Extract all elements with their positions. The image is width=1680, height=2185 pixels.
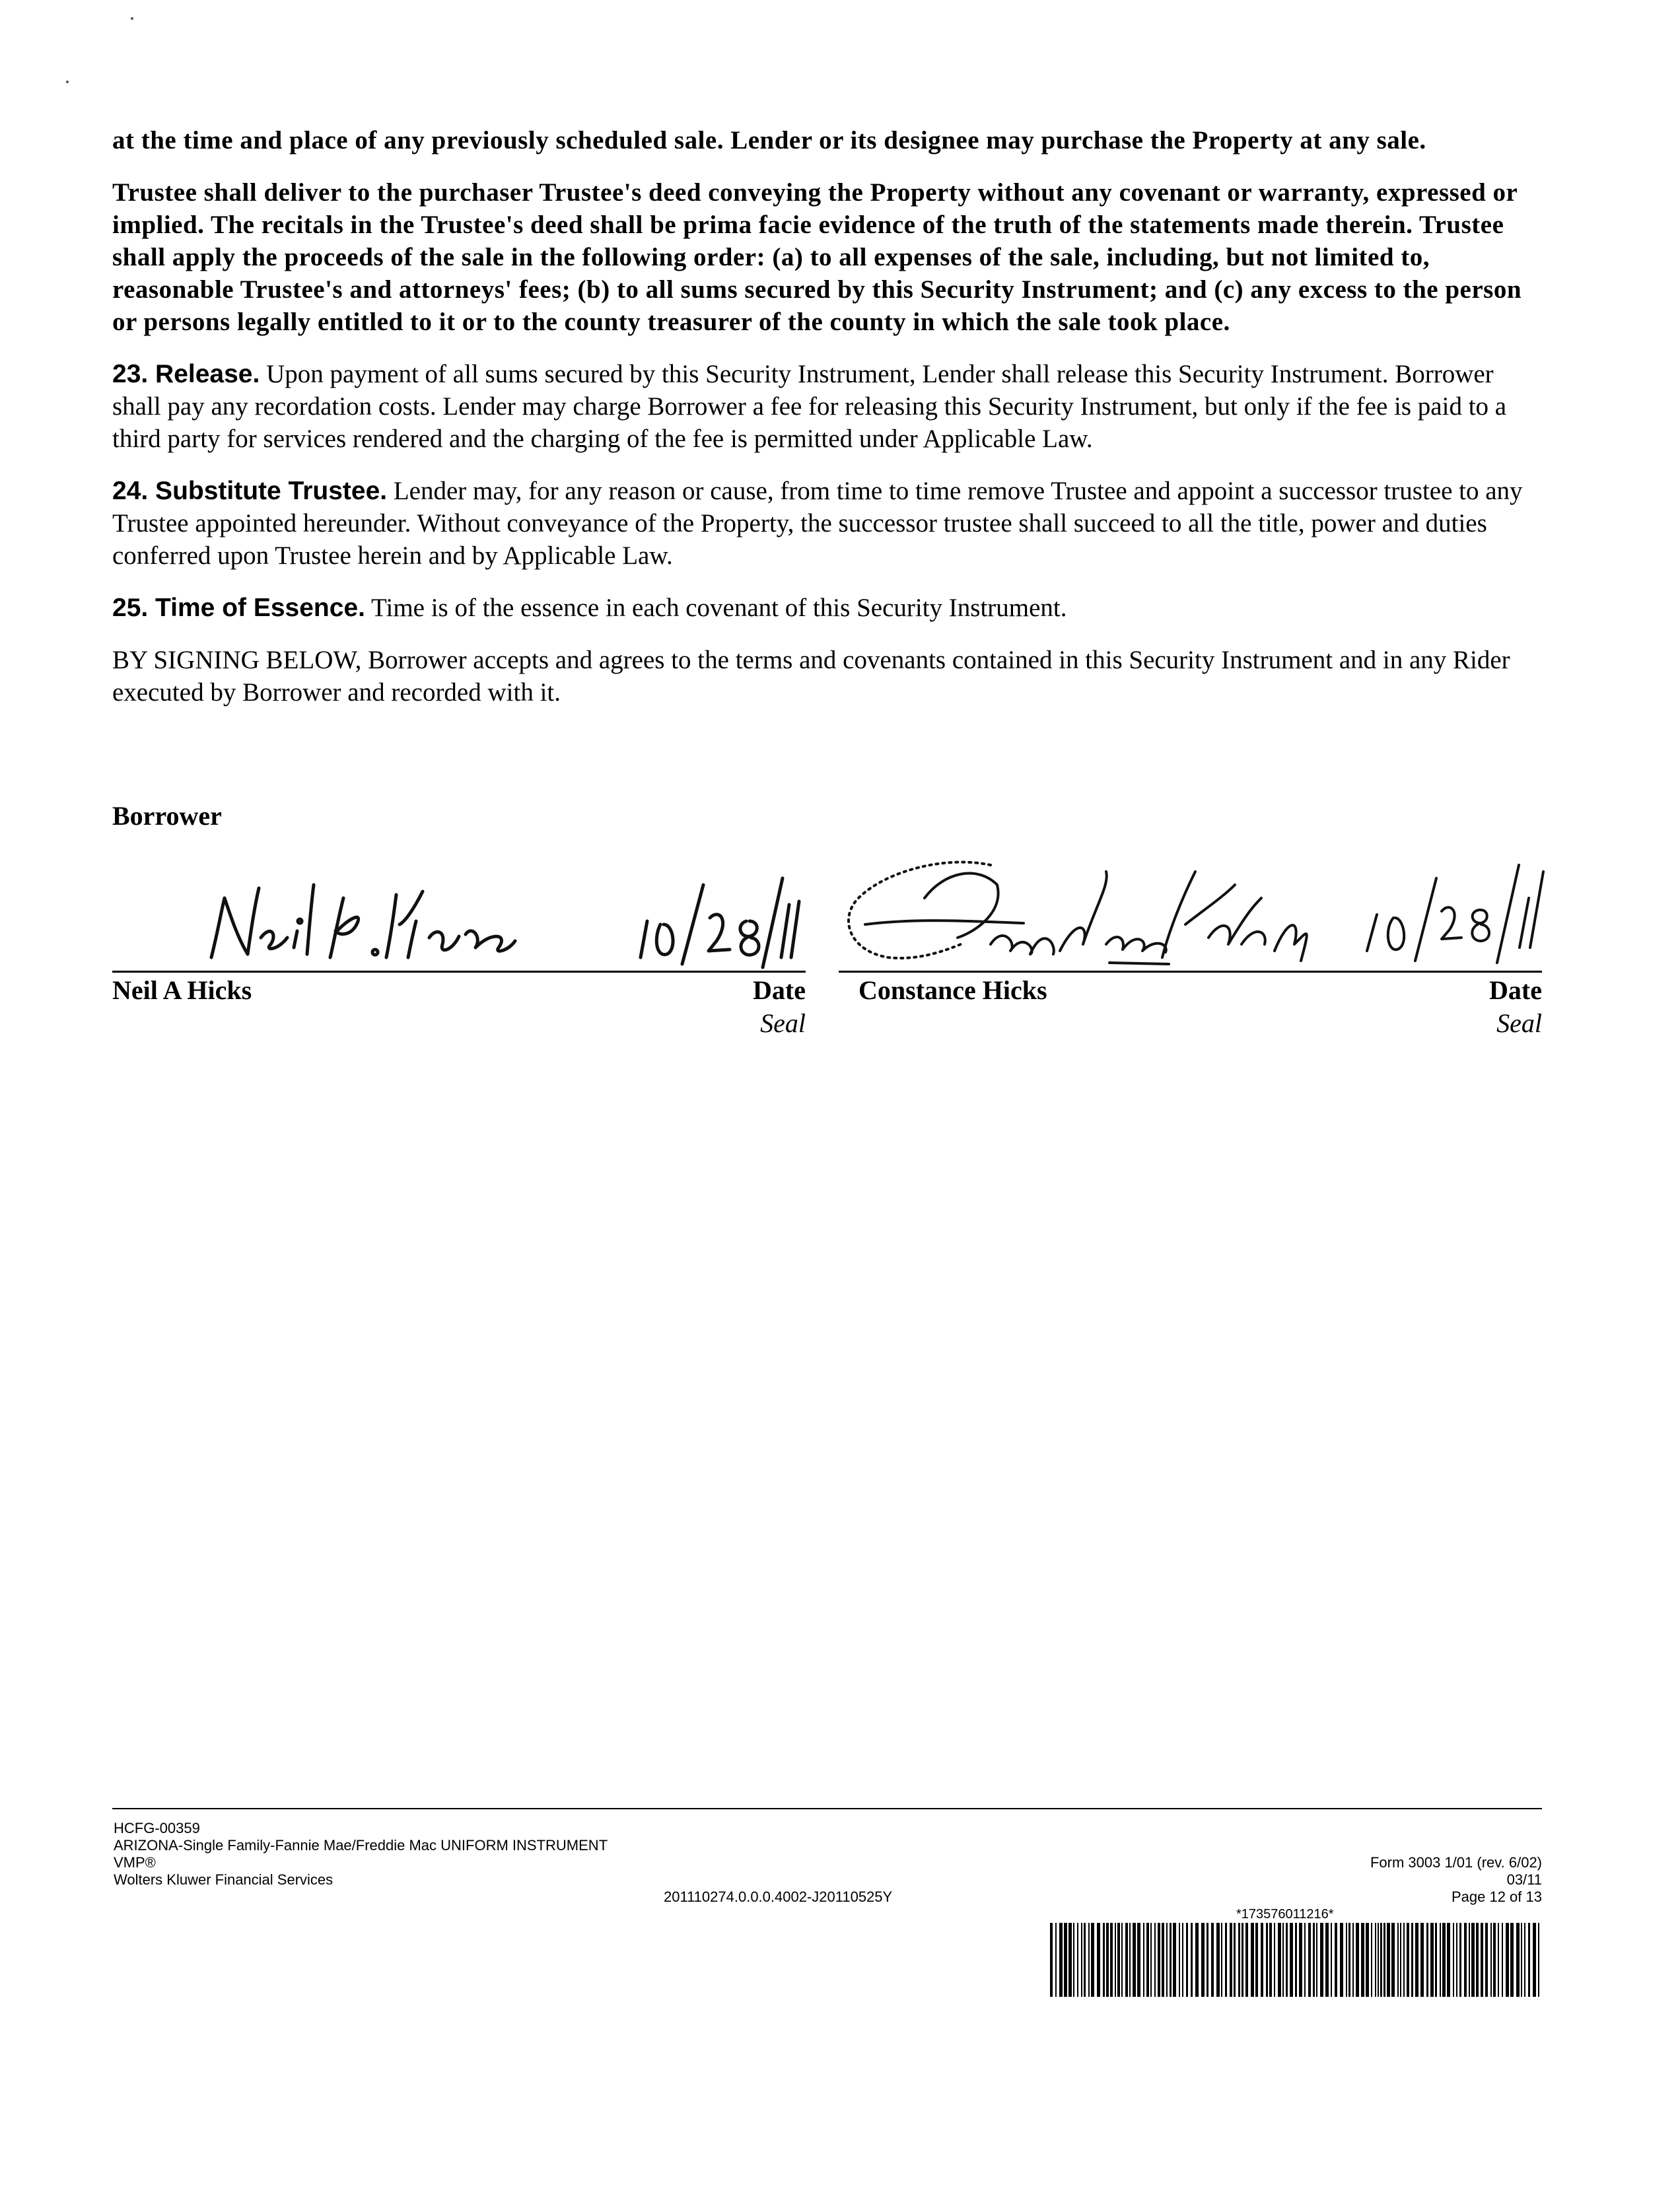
barcode-bar [1502,1923,1503,1997]
barcode-bar [1162,1923,1164,1997]
time-of-essence-text: Time is of the essence in each covenant of this Security Instrument. [371,594,1067,622]
barcode-bar [1521,1923,1522,1997]
barcode-bar [1375,1923,1376,1997]
scan-speck [66,81,69,83]
barcode-bar [1378,1923,1379,1997]
barcode-bar [1225,1923,1227,1997]
barcode-bar [1538,1923,1539,1997]
barcode-bar [1234,1923,1236,1997]
barcode-bar [1115,1923,1116,1997]
barcode-bar [1150,1923,1152,1997]
barcode-bar [1191,1923,1193,1997]
barcode-bar [1387,1923,1390,1997]
barcode-bar [1084,1923,1086,1997]
barcode-bar [1117,1923,1120,1997]
barcode-bar [1186,1923,1188,1997]
barcode-bar [1313,1923,1315,1997]
footer-publisher: Wolters Kluwer Financial Services [114,1871,333,1888]
barcode-bar [1158,1923,1160,1997]
barcode-bar [1182,1923,1183,1997]
signature-block-neil [112,858,806,1037]
barcode-bar [1106,1923,1109,1997]
barcode-bar [1316,1923,1317,1997]
barcode-bar [1335,1923,1337,1997]
barcode-bar [1207,1923,1208,1997]
paragraph-signing: BY SIGNING BELOW, Borrower accepts and agrees to the terms and covenants contained in this Security Instrument and in any Rider executed by Borrower and recorded with it. [112,646,1510,707]
barcode-bar [1103,1923,1105,1997]
footer-revision: 03/11 [1506,1871,1542,1888]
barcode-bar [1068,1923,1072,1997]
barcode-bar [1352,1923,1354,1997]
barcode-bar [1420,1923,1424,1997]
barcode-bar [1516,1923,1520,1997]
handwritten-signature-neil [198,858,568,974]
barcode-bar [1110,1923,1113,1997]
barcode-bar [1397,1923,1399,1997]
handwritten-signature-constance [825,845,1374,977]
barcode-bar [1121,1923,1123,1997]
barcode-bar [1269,1923,1272,1997]
signer-name-neil: Neil A Hicks [112,975,252,1005]
barcode-bar [1274,1923,1275,1997]
barcode-bar [1453,1923,1454,1997]
barcode-bar [1506,1923,1509,1997]
barcode-bar [1426,1923,1428,1997]
barcode-bar [1211,1923,1214,1997]
barcode-bar [1485,1923,1488,1997]
barcode-bar [1459,1923,1461,1997]
release-text: Upon payment of all sums secured by this Security Instrument, Lender shall release this Security Instrument. Borrower shall pay any recordation costs. Lender may charge Borrower a fee for releasing this Security Instrument, but only if the fee is paid to a third party for services rendered and the charging of the fee is permitted under Applicable Law. [112,360,1507,453]
substitute-trustee-heading: 24. Substitute Trustee. [112,477,388,505]
barcode-bar [1179,1923,1180,1997]
paragraph-trustee-deed: Trustee shall deliver to the purchaser Trustee's deed conveying the Property without any covenant or warranty, expressed or implied. The recitals in the Trustee's deed shall be prima facie evidence of the truth of the statements made therein. Trustee shall apply the proceeds of the sale in the following order: (a) to all expenses of the sale, including, but not limited to, reasonable Trustee's and attorneys' fees; (b) to all sums secured by this Security Instrument; and (c) any excess to the person or persons legally entitled to it or to the county treasurer of the county in which the sale took place. [112,178,1522,336]
barcode-bar [1091,1923,1094,1997]
barcode-bar [1346,1923,1347,1997]
barcode-bar [1286,1923,1288,1997]
footer-left [114,1820,608,1889]
barcode-bar [1348,1923,1350,1997]
paragraph-sale-end: at the time and place of any previously scheduled sale. Lender or its designee may purchase the Property at any sale. [112,126,1426,155]
footer-rule [112,1808,1542,1809]
barcode-bar [1195,1923,1199,1997]
barcode-bar [1400,1923,1401,1997]
footer-loan-id: HCFG-00359 [114,1820,200,1836]
barcode-bar [1261,1923,1263,1997]
scan-speck [131,17,133,20]
barcode-bar [1411,1923,1413,1997]
barcode-bar [1073,1923,1074,1997]
barcode-bar [1129,1923,1131,1997]
release-heading: 23. Release. [112,360,260,388]
barcode-bar [1133,1923,1136,1997]
document-body [112,124,1542,709]
handwritten-date-neil [631,858,802,974]
barcode-bar [1325,1923,1329,1997]
barcode-bar [1077,1923,1078,1997]
barcode-number: *173576011216* [1236,1907,1334,1922]
barcode-bar [1510,1923,1514,1997]
barcode-bar [1403,1923,1405,1997]
date-label-neil: Date [753,975,806,1005]
paragraph-time-of-essence [112,592,1542,624]
barcode-bar [1278,1923,1281,1997]
barcode-bar [1081,1923,1082,1997]
barcode-bar [1173,1923,1176,1997]
signature-block-constance [839,858,1542,1037]
barcode-image [1050,1923,1542,1997]
barcode-bar [1528,1923,1530,1997]
barcode-bar [1146,1923,1149,1997]
footer-form: Form 3003 1/01 (rev. 6/02) [1370,1854,1542,1871]
barcode-bar [1097,1923,1100,1997]
barcode-bar [1290,1923,1293,1997]
barcode-bar [1383,1923,1385,1997]
barcode-bar [1201,1923,1205,1997]
barcode-bar [1295,1923,1297,1997]
barcode-bar [1442,1923,1446,1997]
barcode-bar [1415,1923,1418,1997]
seal-label-constance: Seal [1496,1008,1542,1038]
barcode-bar [1308,1923,1311,1997]
barcode-bar [1216,1923,1220,1997]
barcode-bar [1447,1923,1450,1997]
signature-line-constance [839,971,1542,973]
borrower-label: Borrower [112,801,222,831]
barcode-bar [1166,1923,1168,1997]
paragraph-substitute-trustee [112,475,1542,572]
time-of-essence-heading: 25. Time of Essence. [112,594,365,622]
barcode-bar [1137,1923,1140,1997]
barcode-bar [1154,1923,1156,1997]
barcode-bar [1255,1923,1258,1997]
barcode-bar [1245,1923,1248,1997]
barcode-bar [1371,1923,1372,1997]
barcode-bar [1440,1923,1441,1997]
barcode-bar [1340,1923,1343,1997]
barcode-bar [1533,1923,1536,1997]
barcode-bar [1380,1923,1382,1997]
barcode-bar [1407,1923,1409,1997]
barcode-bar [1320,1923,1323,1997]
substitute-trustee-text: Lender may, for any reason or cause, from time to time remove Trustee and appoint a successor trustee to any Trustee appointed hereunder. Without conveyance of the Property, the successor trustee shall succeed to all the title, power and duties conferred upon Trustee herein and by Applicable Law. [112,477,1523,570]
barcode-bar [1088,1923,1090,1997]
barcode-bar [1059,1923,1063,1997]
barcode-bar [1064,1923,1067,1997]
barcode-bar [1524,1923,1525,1997]
barcode-bar [1221,1923,1222,1997]
barcode-bar [1469,1923,1470,1997]
date-label-constance: Date [1489,975,1542,1005]
barcode-bar [1476,1923,1479,1997]
barcode-bar [1391,1923,1395,1997]
barcode-bar [1366,1923,1369,1997]
barcode-bar [1242,1923,1243,1997]
handwritten-date-constance [1357,845,1549,971]
barcode-bar [1299,1923,1302,1997]
barcode-bar [1266,1923,1268,1997]
footer-vmp: VMP® [114,1854,156,1871]
barcode-bar [1456,1923,1457,1997]
barcode-bar [1498,1923,1499,1997]
barcode-bar [1304,1923,1306,1997]
barcode-bar [1464,1923,1467,1997]
seal-label-neil: Seal [760,1008,806,1038]
paragraph-release [112,358,1542,455]
barcode-bar [1282,1923,1284,1997]
signer-name-constance: Constance Hicks [858,975,1047,1005]
barcode-bar [1170,1923,1172,1997]
barcode-bar [1125,1923,1128,1997]
footer-instrument: ARIZONA-Single Family-Fannie Mae/Freddie Mac UNIFORM INSTRUMENT [114,1837,608,1854]
barcode-bar [1430,1923,1434,1997]
barcode-bar [1331,1923,1332,1997]
barcode-bar [1143,1923,1144,1997]
footer-doc-code: 201110274.0.0.0.4002-J20110525Y [664,1889,893,1905]
barcode-bar [1050,1923,1053,1997]
footer-right [1370,1854,1542,1906]
barcode-bar [1361,1923,1364,1997]
barcode-bar [1356,1923,1359,1997]
barcode-bar [1493,1923,1496,1997]
barcode-bar [1230,1923,1232,1997]
barcode-bar [1435,1923,1437,1997]
barcode-bar [1238,1923,1240,1997]
signature-line-neil [112,971,806,973]
barcode-bar [1251,1923,1254,1997]
barcode-bar [1481,1923,1483,1997]
footer-page-number: Page 12 of 13 [1451,1889,1542,1905]
barcode-bar [1471,1923,1475,1997]
barcode-bar [1055,1923,1057,1997]
barcode-bar [1490,1923,1492,1997]
